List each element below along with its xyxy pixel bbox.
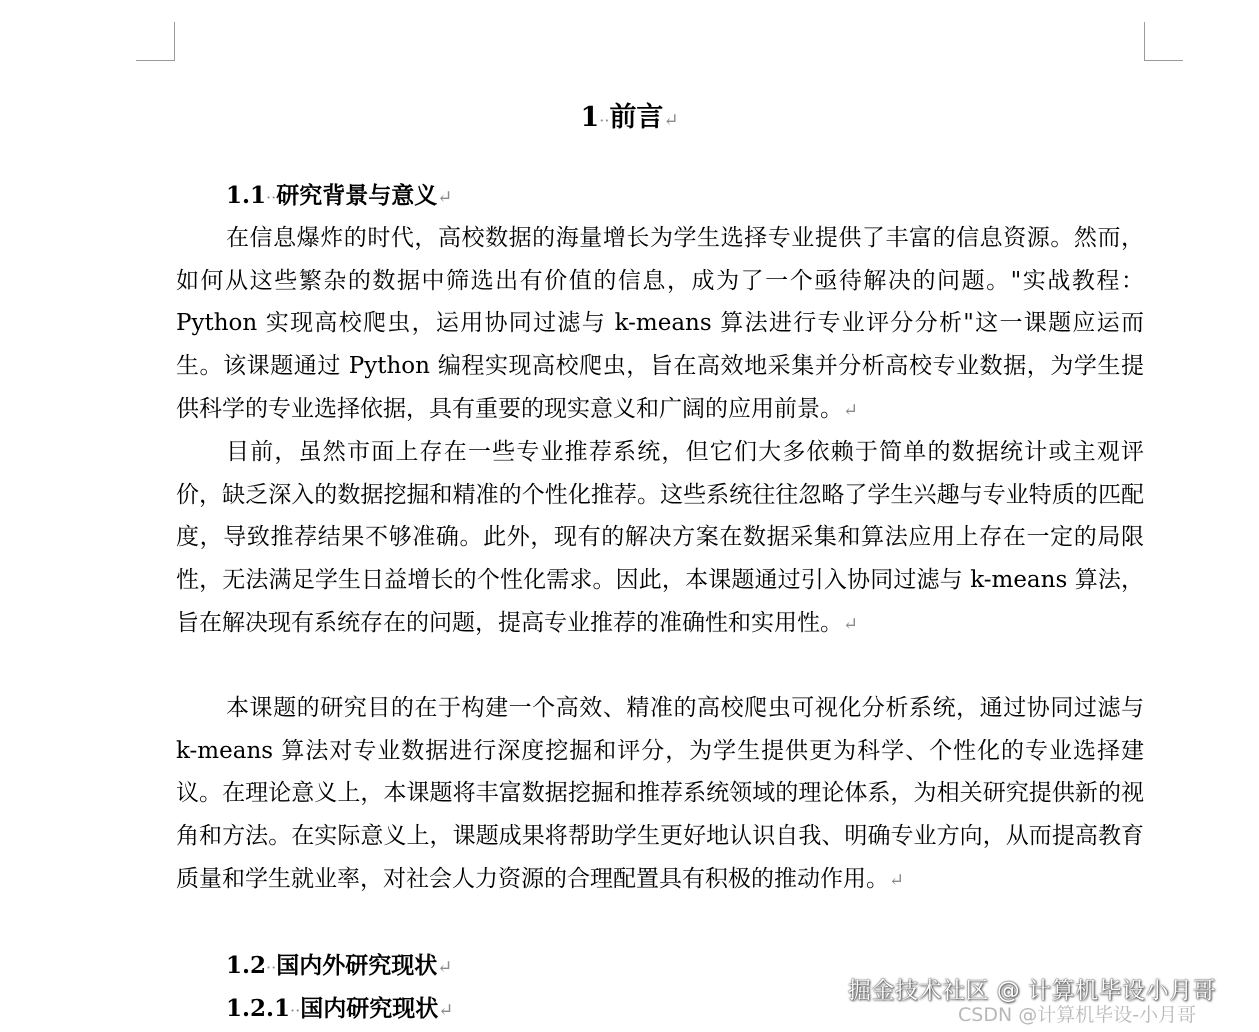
space-marks: ·· xyxy=(599,111,610,130)
section-title: 国内研究现状 xyxy=(300,995,439,1022)
section-heading-1-1 xyxy=(226,179,452,215)
paragraph-text: 本课题的研究目的在于构建一个高效、精准的高校爬虫可视化分析系统，通过协同过滤与 k-means 算法对专业数据进行深度挖掘和评分，为学生提供更为科学、个性化的专业选择建议。在理论意义上，本课题将丰富数据挖掘和推荐系统领域的理论体系，为相关研究提供新的视角和方法。在实际意义上，课题成果将帮助学生更好地认识自我、明确专业方向，从而提高教育质量和学生就业率，对社会人力资源的合理配置具有积极的推动作用。 xyxy=(176,695,1144,892)
watermark-csdn: CSDN @计算机毕设-小月哥 xyxy=(958,1004,1197,1026)
page-corner-top-left xyxy=(136,22,175,61)
section-title: 国内外研究现状 xyxy=(276,952,438,979)
chapter-title xyxy=(0,98,1259,141)
paragraph-mark-icon: ↵ xyxy=(438,1000,454,1021)
paragraph-mark-icon: ↵ xyxy=(437,957,453,978)
watermark-juejin: 掘金技术社区 @ 计算机毕设小月哥 xyxy=(848,978,1217,1004)
paragraph-1 xyxy=(176,217,1144,433)
paragraph-2 xyxy=(176,431,1144,647)
paragraph-text: 目前，虽然市面上存在一些专业推荐系统，但它们大多依赖于简单的数据统计或主观评价，缺乏深入的数据挖掘和精准的个性化推荐。这些系统往往忽略了学生兴趣与专业特质的匹配度，导致推荐结果不够准确。此外，现有的解决方案在数据采集和算法应用上存在一定的局限性，无法满足学生日益增长的个性化需求。因此，本课题通过引入协同过滤与 k-means 算法，旨在解决现有系统存在的问题，提高专业推荐的准确性和实用性。 xyxy=(176,439,1144,636)
page-corner-top-right xyxy=(1144,22,1183,61)
chapter-title-text: 前言 xyxy=(609,102,664,133)
section-number: 1.2.1 xyxy=(226,995,291,1022)
space-marks: ·· xyxy=(266,958,277,977)
section-heading-1-2 xyxy=(226,949,452,985)
paragraph-mark-icon: ↵ xyxy=(843,399,859,421)
paragraph-mark-icon: ↵ xyxy=(437,187,453,208)
section-heading-1-2-1 xyxy=(226,992,453,1028)
paragraph-mark-icon: ↵ xyxy=(663,110,679,131)
paragraph-mark-icon: ↵ xyxy=(889,869,905,891)
space-marks: ·· xyxy=(290,1001,301,1020)
section-title: 研究背景与意义 xyxy=(276,182,438,209)
space-marks: ·· xyxy=(266,188,277,207)
paragraph-mark-icon: ↵ xyxy=(843,613,859,635)
section-number: 1.2 xyxy=(226,952,267,979)
section-number: 1.1 xyxy=(226,182,267,209)
paragraph-text: 在信息爆炸的时代，高校数据的海量增长为学生选择专业提供了丰富的信息资源。然而，如何从这些繁杂的数据中筛选出有价值的信息，成为了一个亟待解决的问题。"实战教程：Python 实现高校爬虫，运用协同过滤与 k-means 算法进行专业评分分析"这一课题应运而生。该课题通过 Python 编程实现高校爬虫，旨在高效地采集并分析高校专业数据，为学生提供科学的专业选择依据，具有重要的现实意义和广阔的应用前景。 xyxy=(176,225,1144,422)
paragraph-3 xyxy=(176,687,1144,903)
chapter-number: 1 xyxy=(580,102,600,133)
